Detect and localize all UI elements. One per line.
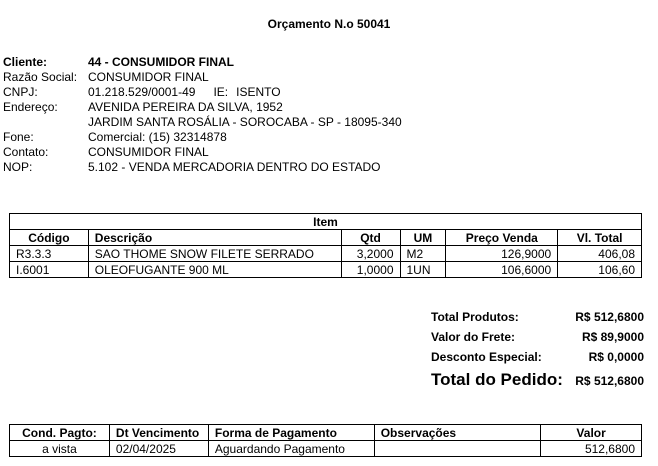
desconto-row	[431, 350, 644, 370]
nop-value: 5.102 - VENDA MERCADORIA DENTRO DO ESTADO	[88, 160, 381, 174]
cliente-value: 44 - CONSUMIDOR FINAL	[88, 55, 235, 69]
payment-header-row	[10, 425, 642, 441]
valor-frete-row	[431, 330, 644, 350]
valor-frete-value: R$ 89,9000	[581, 330, 644, 344]
client-row	[3, 55, 402, 70]
endereco-line2: JARDIM SANTA ROSÁLIA - SOROCABA - SP - 18095-340	[88, 115, 402, 129]
table-row	[10, 441, 642, 457]
cliente-label: Cliente:	[3, 55, 48, 69]
col-header-qtd: Qtd	[341, 230, 400, 246]
valor-frete-label: Valor do Frete:	[431, 330, 516, 344]
totals-block	[431, 310, 644, 396]
payment-cond: a vista	[10, 441, 110, 457]
item-qtd: 1,0000	[341, 262, 400, 278]
item-codigo: I.6001	[10, 262, 89, 278]
razao-row	[3, 70, 402, 85]
item-preco: 106,6000	[446, 262, 558, 278]
item-total: 106,60	[558, 262, 642, 278]
item-codigo: R3.3.3	[10, 246, 89, 262]
table-row	[10, 262, 642, 278]
cnpj-label: CNPJ:	[3, 85, 38, 99]
endereco-row	[3, 100, 402, 115]
ie-value: ISENTO	[236, 85, 281, 99]
total-pedido-row	[431, 370, 644, 396]
col-header-vencimento: Dt Vencimento	[109, 425, 208, 441]
col-header-total: Vl. Total	[558, 230, 642, 246]
razao-value: CONSUMIDOR FINAL	[88, 70, 209, 84]
item-total: 406,08	[558, 246, 642, 262]
fone-value: Comercial: (15) 32314878	[88, 130, 227, 144]
client-info	[3, 55, 402, 175]
payment-vencimento: 02/04/2025	[109, 441, 208, 457]
payment-observacoes	[374, 441, 540, 457]
fone-row	[3, 130, 402, 145]
fone-label: Fone:	[3, 130, 34, 144]
item-descricao: SAO THOME SNOW FILETE SERRADO	[88, 246, 341, 262]
item-um: M2	[400, 246, 446, 262]
col-header-forma: Forma de Pagamento	[208, 425, 374, 441]
item-qtd: 3,2000	[341, 246, 400, 262]
endereco-line1: AVENIDA PEREIRA DA SILVA, 1952	[88, 100, 283, 114]
desconto-value: R$ 0,0000	[588, 350, 644, 364]
total-pedido-value: R$ 512,6800	[575, 374, 644, 388]
nop-row	[3, 160, 402, 175]
col-header-valor: Valor	[541, 425, 642, 441]
contato-row	[3, 145, 402, 160]
item-um: 1UN	[400, 262, 446, 278]
cnpj-row	[3, 85, 402, 100]
endereco-row-2	[3, 115, 402, 130]
col-header-preco: Preço Venda	[446, 230, 558, 246]
razao-label: Razão Social:	[3, 70, 78, 84]
col-header-um: UM	[400, 230, 446, 246]
col-header-codigo: Código	[10, 230, 89, 246]
endereco-label: Endereço:	[3, 100, 58, 114]
nop-label: NOP:	[3, 160, 33, 174]
desconto-label: Desconto Especial:	[431, 350, 542, 364]
cnpj-value: 01.218.529/0001-49	[88, 85, 196, 99]
payment-table	[9, 424, 642, 457]
total-pedido-label: Total do Pedido:	[431, 370, 563, 389]
item-descricao: OLEOFUGANTE 900 ML	[88, 262, 341, 278]
contato-label: Contato:	[3, 145, 49, 159]
col-header-descricao: Descrição	[88, 230, 341, 246]
payment-forma: Aguardando Pagamento	[208, 441, 374, 457]
total-produtos-row	[431, 310, 644, 330]
total-produtos-value: R$ 512,6800	[575, 310, 644, 324]
item-preco: 126,9000	[446, 246, 558, 262]
payment-valor: 512,6800	[541, 441, 642, 457]
contato-value: CONSUMIDOR FINAL	[88, 145, 209, 159]
items-caption: Item	[10, 214, 642, 230]
col-header-observacoes: Observações	[374, 425, 540, 441]
total-produtos-label: Total Produtos:	[431, 310, 519, 324]
items-header-row	[10, 230, 642, 246]
document-title: Orçamento N.o 50041	[267, 17, 391, 31]
items-table	[9, 213, 642, 278]
ie-label: IE:	[213, 85, 229, 99]
table-row	[10, 246, 642, 262]
col-header-cond-pagto: Cond. Pagto:	[10, 425, 110, 441]
